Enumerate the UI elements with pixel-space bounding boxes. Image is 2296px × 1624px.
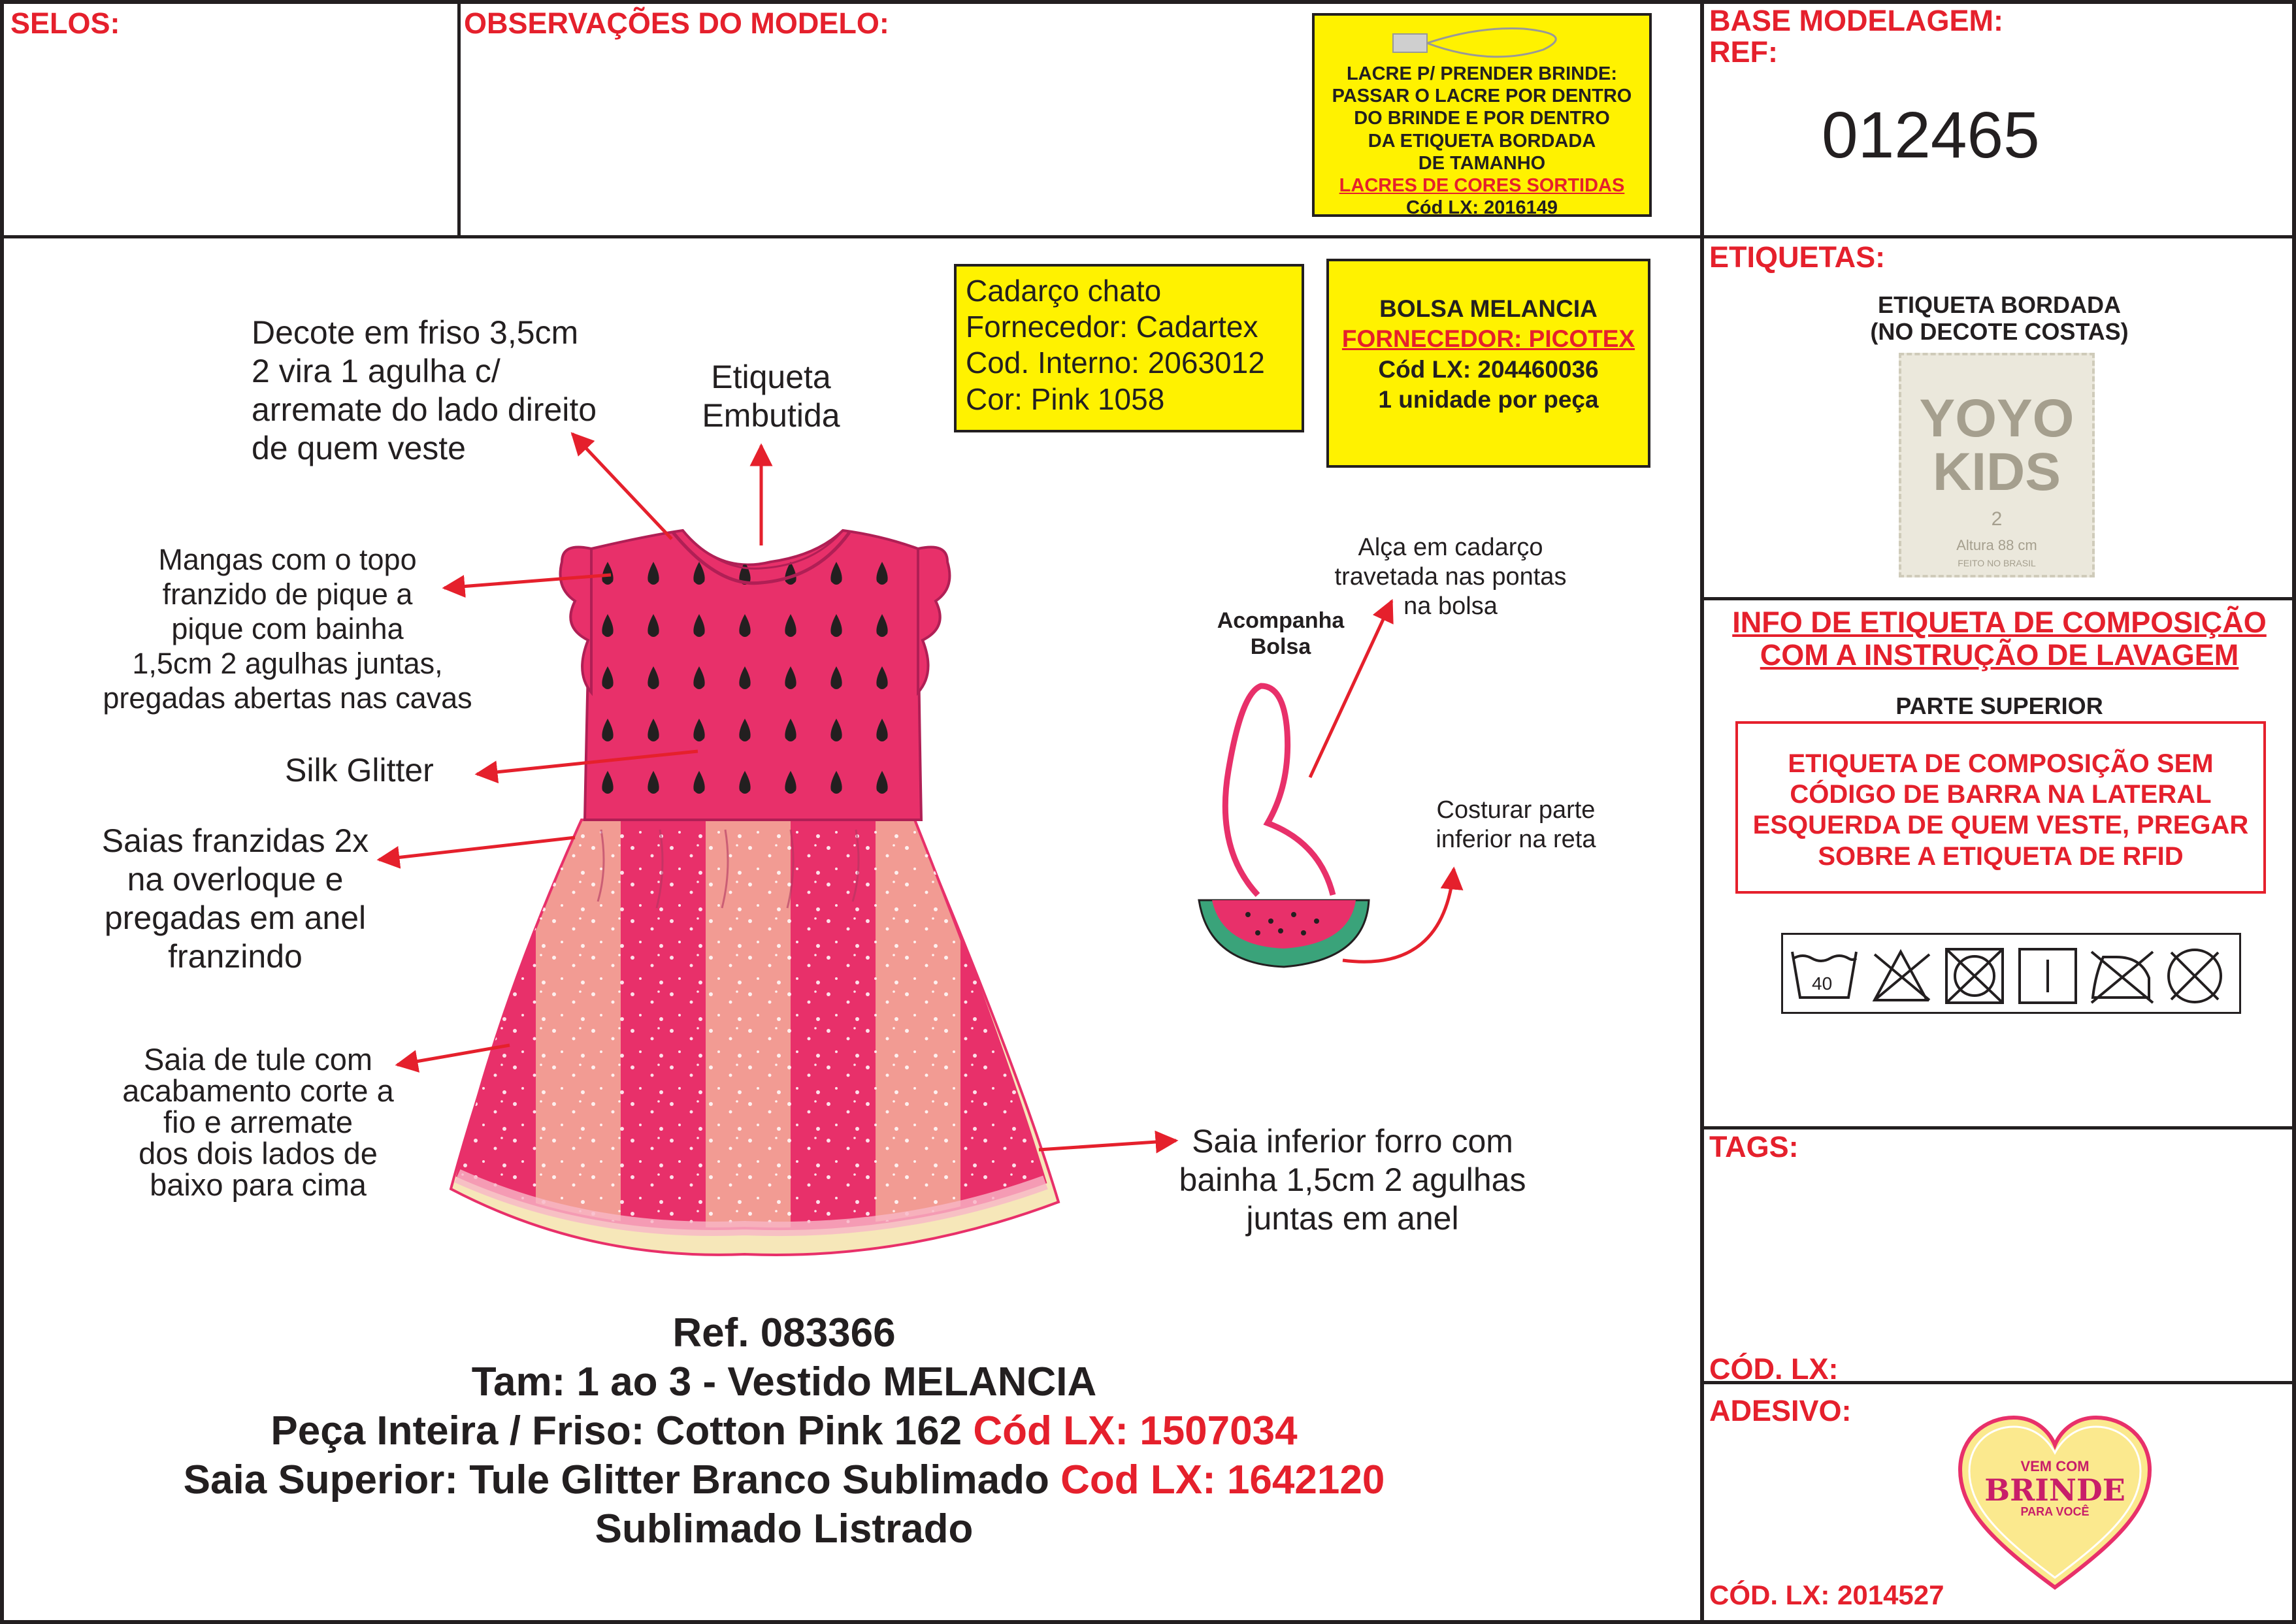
composition-title-line-1: INFO DE ETIQUETA DE COMPOSIÇÃO bbox=[1732, 606, 2267, 639]
woven-label-sample bbox=[1899, 353, 2095, 577]
lacre-line-5: DE TAMANHO bbox=[1418, 152, 1546, 174]
etiqueta-note bbox=[693, 358, 849, 435]
alca-line-1: Alça em cadarço bbox=[1358, 534, 1543, 561]
saia-inferior-note bbox=[1150, 1122, 1555, 1238]
sticker-line-2: BRINDE bbox=[1984, 1472, 2125, 1508]
product-skirt-text: Saia Superior: Tule Glitter Branco Sublimado bbox=[183, 1457, 1049, 1502]
product-ref: Ref. 083366 bbox=[672, 1310, 896, 1356]
svg-text:40: 40 bbox=[1812, 973, 1833, 994]
no-tumble-dry-icon bbox=[1946, 949, 2003, 1003]
sticker-line-1: VEM COM bbox=[2020, 1458, 2090, 1474]
mangas-line-1: Mangas com o topo bbox=[158, 543, 417, 576]
lacre-line-1: LACRE P/ PRENDER BRINDE: bbox=[1346, 63, 1618, 84]
product-material bbox=[0, 1408, 1568, 1454]
mangas-note bbox=[85, 542, 490, 715]
tule-note bbox=[98, 1044, 418, 1201]
silk-note: Silk Glitter bbox=[285, 752, 434, 788]
selos-label: SELOS: bbox=[10, 7, 120, 40]
no-bleach-icon bbox=[1875, 952, 1929, 1000]
composition-note-line-4: SOBRE A ETIQUETA DE RFID bbox=[1818, 841, 2184, 871]
tags-label: TAGS: bbox=[1709, 1130, 1799, 1163]
etiqueta-line-2: Embutida bbox=[702, 397, 840, 434]
acompanha-line-1: Acompanha bbox=[1217, 608, 1345, 633]
product-material-text: Peça Inteira / Friso: Cotton Pink 162 bbox=[271, 1408, 962, 1453]
etiqueta-bordada-line-1: ETIQUETA BORDADA bbox=[1878, 291, 2121, 318]
composition-title bbox=[1704, 606, 2295, 672]
wash-40-icon bbox=[1792, 952, 1856, 998]
decote-line-4: de quem veste bbox=[252, 430, 466, 466]
watermelon-bag-illustration bbox=[1199, 686, 1369, 967]
product-size: Tam: 1 ao 3 - Vestido MELANCIA bbox=[471, 1359, 1097, 1405]
product-material-code: Cód LX: 1507034 bbox=[973, 1408, 1298, 1453]
product-skirt bbox=[0, 1457, 1568, 1503]
lacre-code: Cód LX: 2016149 bbox=[1405, 197, 1558, 219]
etiqueta-line-1: Etiqueta bbox=[711, 359, 831, 395]
saia-inferior-line-1: Saia inferior forro com bbox=[1192, 1123, 1513, 1160]
product-skirt-code: Cod LX: 1642120 bbox=[1060, 1457, 1385, 1502]
mangas-line-3: pique com bainha bbox=[171, 612, 404, 646]
label-size: 2 bbox=[1991, 508, 2003, 530]
lacre-line-2: PASSAR O LACRE POR DENTRO bbox=[1332, 86, 1632, 107]
no-iron-icon bbox=[2091, 952, 2153, 1003]
label-height: Altura 88 cm bbox=[1956, 537, 2037, 553]
decote-note bbox=[252, 314, 597, 468]
sticker-line-3: PARA VOCÊ bbox=[2020, 1505, 2090, 1518]
decote-line-1: Decote em friso 3,5cm bbox=[252, 314, 579, 351]
cadarco-line-4: Cor: Pink 1058 bbox=[966, 382, 1165, 416]
no-dry-clean-icon bbox=[2169, 950, 2221, 1002]
saias-line-2: na overloque e bbox=[127, 861, 344, 898]
mangas-line-2: franzido de pique a bbox=[162, 577, 413, 611]
composition-note-box bbox=[1735, 721, 2266, 894]
mangas-line-5: pregadas abertas nas cavas bbox=[103, 681, 472, 715]
saia-inferior-line-2: bainha 1,5cm 2 agulhas bbox=[1179, 1161, 1526, 1198]
tule-line-4: dos dois lados de bbox=[139, 1135, 378, 1171]
tule-line-2: acabamento corte a bbox=[122, 1073, 394, 1108]
line-dry-icon bbox=[2020, 949, 2076, 1003]
product-print: Sublimado Listrado bbox=[595, 1506, 974, 1551]
mangas-line-4: 1,5cm 2 agulhas juntas, bbox=[132, 647, 443, 681]
tule-line-5: baixo para cima bbox=[150, 1167, 367, 1202]
tule-line-3: fio e arremate bbox=[163, 1104, 353, 1139]
etiqueta-bordada-line-2: (NO DECOTE COSTAS) bbox=[1870, 318, 2129, 346]
label-origin: FEITO NO BRASIL bbox=[1958, 558, 2036, 568]
bolsa-title: BOLSA MELANCIA bbox=[1379, 295, 1598, 322]
alca-note bbox=[1313, 533, 1588, 621]
cadarco-line-1: Cadarço chato bbox=[966, 274, 1162, 308]
saias-line-4: franzindo bbox=[168, 938, 303, 975]
saias-line-3: pregadas em anel bbox=[104, 900, 367, 936]
composition-note-line-1: ETIQUETA DE COMPOSIÇÃO SEM bbox=[1788, 749, 2214, 778]
tule-line-1: Saia de tule com bbox=[143, 1042, 373, 1077]
lacre-line-3: DO BRINDE E POR DENTRO bbox=[1354, 108, 1610, 129]
heart-sticker bbox=[1954, 1411, 2156, 1600]
label-logo-line-2: KIDS bbox=[1933, 442, 2061, 502]
tags-cod-lx-label: CÓD. LX: bbox=[1709, 1352, 1839, 1386]
ref-value: 012465 bbox=[1822, 99, 2040, 172]
decote-line-2: 2 vira 1 agulha c/ bbox=[252, 353, 500, 389]
ref-label: REF: bbox=[1709, 35, 1778, 69]
costurar-line-2: inferior na reta bbox=[1435, 825, 1596, 853]
composition-note-line-2: CÓDIGO DE BARRA NA LATERAL bbox=[1790, 780, 2212, 809]
adesivo-label: ADESIVO: bbox=[1709, 1394, 1852, 1427]
saias-note bbox=[78, 822, 392, 976]
composition-note-line-3: ESQUERDA DE QUEM VESTE, PREGAR bbox=[1752, 811, 2249, 840]
alca-line-3: na bolsa bbox=[1403, 592, 1498, 620]
saias-line-1: Saias franzidas 2x bbox=[101, 822, 369, 859]
care-symbols bbox=[1781, 933, 2241, 1014]
costurar-line-1: Costurar parte bbox=[1436, 796, 1596, 824]
decote-line-3: arremate do lado direito bbox=[252, 391, 597, 428]
bolsa-qty: 1 unidade por peça bbox=[1378, 385, 1599, 413]
alca-line-2: travetada nas pontas bbox=[1334, 562, 1567, 591]
costurar-note bbox=[1405, 796, 1627, 854]
lacre-line-4: DA ETIQUETA BORDADA bbox=[1368, 130, 1596, 152]
label-logo-line-1: YOYO bbox=[1919, 389, 2075, 448]
acompanha-line-2: Bolsa bbox=[1250, 634, 1311, 660]
adesivo-code: CÓD. LX: 2014527 bbox=[1709, 1580, 1944, 1610]
lacre-highlight: LACRES DE CORES SORTIDAS bbox=[1339, 175, 1625, 197]
bolsa-supplier: FORNECEDOR: PICOTEX bbox=[1341, 325, 1635, 353]
cadarco-line-3: Cod. Interno: 2063012 bbox=[966, 346, 1265, 380]
etiquetas-label: ETIQUETAS: bbox=[1709, 240, 1886, 274]
saia-inferior-line-3: juntas em anel bbox=[1246, 1200, 1459, 1237]
parte-superior-label: PARTE SUPERIOR bbox=[1895, 692, 2103, 719]
bolsa-code: Cód LX: 204460036 bbox=[1378, 355, 1599, 383]
etiqueta-bordada-title bbox=[1764, 291, 2235, 346]
observacoes-label: OBSERVAÇÕES DO MODELO: bbox=[464, 7, 889, 40]
cadarco-line-2: Fornecedor: Cadartex bbox=[966, 310, 1258, 344]
composition-title-line-2: COM A INSTRUÇÃO DE LAVAGEM bbox=[1760, 638, 2239, 672]
base-modelagem-label: BASE MODELAGEM: bbox=[1709, 4, 2003, 37]
